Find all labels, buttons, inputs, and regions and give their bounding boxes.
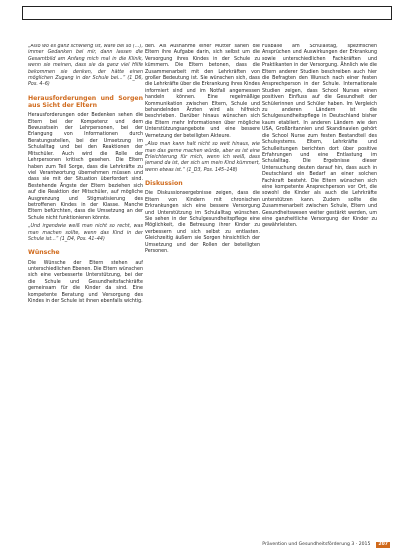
interview-quote: „Also man kann halt nicht so weit hinaus, wie man das gerne machen würde, aber es ist eine Erleichterung für mich, wenn ich weiß, dass jemand da ist, der sich um mein Kind kümmert, wenn etwas ist.“ (1_D3, Pos. 145–148) — [145, 142, 260, 173]
body-paragraph: Fußbälle am Schulalltag, spezifischen Ansprüchen und Auswirkungen der Erkrankung sowie unterschiedlichen Fachkräften und Praktikanten in der Versorgung. Ähnlich wie die Eltern anderer Studien beschreiben auch hier die Befragten den Wunsch nach einer festen Ansprechperson in der Schule. Internationale Studien zeigen, dass School Nurses einen positiven Einfluss auf die Gesundheit der Schülerinnen und Schüler haben. Im Vergleich zu anderen Ländern ist die Schulgesundheitspflege in Deutschland bisher kaum etabliert. In anderen Ländern wie den USA, Großbritannien und Skandinavien gehört die School Nurse zum festen Bestandteil des Schulsystems. Eltern, Lehrkräfte und Schulleitungen berichten dort über positive Erfahrungen und eine Entlastung im Schulalltag. Die Ergebnisse dieser Untersuchung deuten darauf hin, dass auch in Deutschland ein Bedarf an einer solchen Fachkraft besteht. Die Eltern wünschen sich eine kompetente Ansprechperson vor Ort, die sowohl die Kinder als auch die Lehrkräfte unterstützen kann. Zudem sollte die Zusammenarbeit zwischen Schule, Eltern und Gesundheitswesen weiter gestärkt werden, um eine ganzheitliche Versorgung der Kinder zu gewährleisten. — [262, 44, 377, 229]
interview-quote: „Also wo es ganz schwierig ist, wäre bei so (…), immer Gedanken bei mir, dann lassen die Gesamtbild am Anfang mich mal in die Klinik, wenn sie meinen, dass sie da ganz viel Hilfe bekommen sie denken, der hätte einen möglichen Zugang in der Schule bei...“ (1_D6, Pos. 4–6) — [28, 44, 143, 88]
interview-quote: „Und irgendwie weiß man nicht so recht, was man machen sollte, wenn das Kind in der Schule ist...“ (1_D4, Pos. 41–44) — [28, 224, 143, 242]
header-bar — [22, 6, 392, 20]
page-number: 207 — [378, 542, 388, 547]
body-paragraph: Die Wünsche der Eltern stehen auf unterschiedlichen Ebenen. Die Eltern wünschen sich eine verbesserte Unterstützung, bei der die Schule und Gesundheitsfachkräfte gemeinsam für die Kinder da sind. Eine kompetente Beratung und Versorgung des Kindes in der Schule ist ihnen ebenfalls wichtig. — [28, 260, 143, 305]
section-heading-concerns: Herausforderungen und Sorgen aus Sicht der Eltern — [28, 94, 143, 110]
body-paragraph: Die Diskussionsergebnisse zeigen, dass die Eltern von Kindern mit chronischen Erkrankungen sich eine bessere Versorgung und Unterstützung im Schulalltag wünschen. Sie sehen in der Schulgesundheitspflege eine Möglichkeit, die Betreuung ihrer Kinder zu verbessern und sich selbst zu entlasten. Gleichzeitig äußern sie Sorgen hinsichtlich der Umsetzung und der Rollen der beteiligten Personen. — [145, 191, 260, 254]
section-heading-discussion: Diskussion — [145, 180, 183, 188]
page-footer — [220, 542, 390, 550]
column-3 — [262, 44, 377, 530]
column-1 — [28, 44, 143, 530]
column-2 — [145, 44, 260, 530]
body-paragraph: Herausforderungen oder Bedenken sehen die Eltern bei der Kompetenz und dem Bewusstsein der Lehrpersonen, bei der Erlangung von Informationen durch Beratungsstellen, bei der Umsetzung im Schulalltag und bei den Reaktionen der Mitschüler. Auch wird die Rolle der Lehrpersonen kritisch gesehen. Die Eltern haben zum Teil Sorge, dass die Lehrkräfte zu viel Verantwortung übernehmen müssen und dass sie mit der Situation überfordert sind. Bestehende Ängste der Eltern beziehen sich auf die Reaktion der Mitschüler, auf mögliche Ausgrenzung und Stigmatisierung des betroffenen Kindes in der Klasse. Manche Eltern befürchten, dass die Umsetzung an der Schule nicht funktionieren könnte. — [28, 113, 143, 221]
body-paragraph: den. Als Ausnahme einer Mutter sahen die Eltern ihre Aufgabe darin, sich selbst um die Versorgung ihres Kindes in der Schule zu kümmern. Die Eltern betonen, dass die Zusammenarbeit mit den Lehrkräften von großer Bedeutung ist. Sie wünschen sich, dass die Lehrkräfte über die Erkrankung ihres Kindes informiert sind und im Notfall angemessen handeln können. Eine regelmäßige Kommunikation zwischen Eltern, Schule und behandelnden Ärzten wird als hilfreich beschrieben. Darüber hinaus wünschen sich die Eltern mehr Informationen über mögliche Unterstützungsangebote und eine bessere Vernetzung der beteiligten Akteure. — [145, 44, 260, 139]
journal-citation: Prävention und Gesundheitsförderung 3 · 2015 — [262, 542, 371, 547]
section-heading-wishes: Wünsche — [28, 249, 60, 257]
